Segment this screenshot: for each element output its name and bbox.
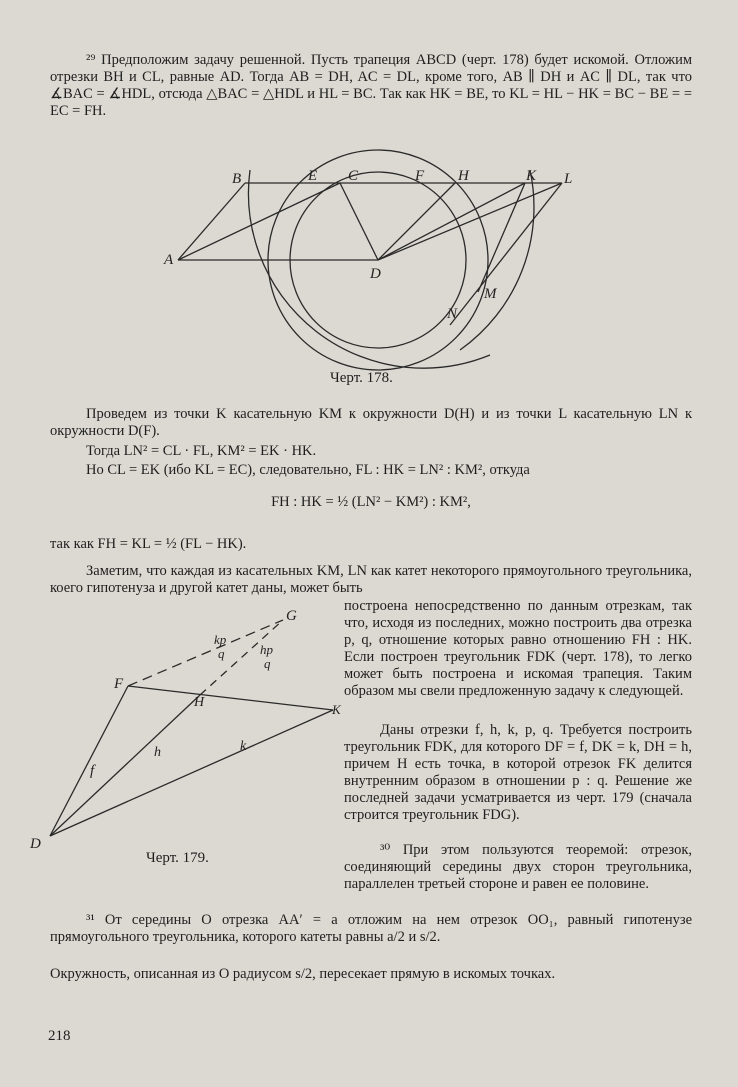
paragraph-30: ³⁰ При этом пользуются теоремой: отрезок, соединяющий середины двух сторон треугольника, параллелен третьей стороне и равен ее половине. <box>344 842 692 892</box>
fig179-label-k: K <box>332 702 341 717</box>
fig178-line-dl <box>378 183 562 260</box>
fig179-label-kp: kp <box>214 632 227 647</box>
fig179-label-f: F <box>114 676 124 692</box>
fig179-label-hp: hp <box>260 642 273 657</box>
fig179-label-d: D <box>30 836 41 852</box>
equation-since: так как FH = KL = ½ (FL − HK). <box>50 536 247 552</box>
paragraph-notice-2: построена непосредственно по данным отрезкам, так что, исходя из последних, можно построить два отрезка p, q, отношение которых равно отношению FH : HK. Если построен треугольник FDK (черт. 178), то легко может быть построена и искомая трапеция. Таким образом мы свели предложенную задачу к следующей. <box>344 598 692 699</box>
fig178-line-dk <box>378 183 525 260</box>
fig178-label-f: F <box>415 168 425 184</box>
paragraph-tangent: Проведем из точки K касательную KM к окружности D(H) и из точки L касательную LN к окружности D(F). <box>50 406 692 439</box>
fig178-label-n: N <box>447 306 458 322</box>
fig179-line-hg <box>200 620 283 695</box>
paragraph-given: Даны отрезки f, h, k, p, q. Требуется построить треугольник FDK, для которого DF = f, DK = k, DH = h, причем H есть точка, в которой отрезок FK делится внутренним образом в отношении p : q. Решение же последней задачи усматривается из черт. 179 (сначала строится треугольник FDG). <box>344 722 692 823</box>
fig179-label-h-side: h <box>154 745 161 760</box>
fig179-label-q1: q <box>218 646 225 661</box>
fig179-label-f-side: f <box>90 763 95 779</box>
figure-179-caption: Черт. 179. <box>146 850 209 866</box>
fig178-line-ac <box>178 183 340 260</box>
paragraph-31: ³¹ От середины O отрезка AA′ = a отложим на нем отрезок OO₁, равный гипотенузе прямоугольного треугольника, которого катеты равны a/2 и s/2. <box>50 912 692 945</box>
fig179-line-df <box>50 686 128 836</box>
figure-178-caption: Черт. 178. <box>330 370 393 386</box>
fig178-line-dc <box>340 183 378 260</box>
fig178-label-l: L <box>564 171 573 187</box>
paragraph-notice-1: Заметим, что каждая из касательных KM, LN как катет некоторого прямоугольного треугольника, коего гипотенуза и другой катет даны, может быть <box>50 563 692 596</box>
fig178-label-m: M <box>484 286 497 302</box>
fig179-label-h: H <box>194 695 205 710</box>
fig179-line-dh <box>50 695 200 836</box>
paragraph-29: ²⁹ Предположим задачу решенной. Пусть трапеция ABCD (черт. 178) будет искомой. Отложим отрезки BH и CL, равные AD. Тогда AB = DH, AC = DL, кроме того, AB ∥ DH и AC ∥ DL, так что ∡BAC = ∡HDL, отсюда △BAC = △HDL и HL = BC. Так как HK = BE, то KL = HL − HK = BC − BE = = EC = FH. <box>50 52 692 119</box>
fig178-label-e: E <box>308 168 318 184</box>
fig178-label-a: A <box>164 252 174 268</box>
equation-then: Тогда LN² = CL · FL, KM² = EK · HK. <box>86 443 317 459</box>
fig179-label-g: G <box>286 608 297 624</box>
fig178-label-k: K <box>526 168 537 184</box>
equation-display: FH : HK = ½ (LN² − KM²) : KM², <box>271 494 471 510</box>
paragraph-31b: Окружность, описанная из O радиусом s/2, пересекает прямую в искомых точках. <box>50 966 556 982</box>
fig178-label-d: D <box>370 266 381 282</box>
figure-178 <box>160 150 590 360</box>
fig178-label-b: B <box>232 171 242 187</box>
fig179-line-fk <box>128 686 333 710</box>
fig178-line-dh <box>378 183 455 260</box>
fig178-line-ab <box>178 183 245 260</box>
equation-but: Но CL = EK (ибо KL = EC), следовательно, FL : HK = LN² : KM², откуда <box>86 462 530 478</box>
fig178-line-ln <box>450 183 562 325</box>
fig178-label-h: H <box>458 168 469 184</box>
figure-179 <box>28 600 341 870</box>
fig179-label-q2: q <box>264 656 271 671</box>
fig178-label-c: C <box>348 168 359 184</box>
page-number: 218 <box>48 1028 71 1044</box>
fig179-label-k-side: k <box>240 739 247 754</box>
